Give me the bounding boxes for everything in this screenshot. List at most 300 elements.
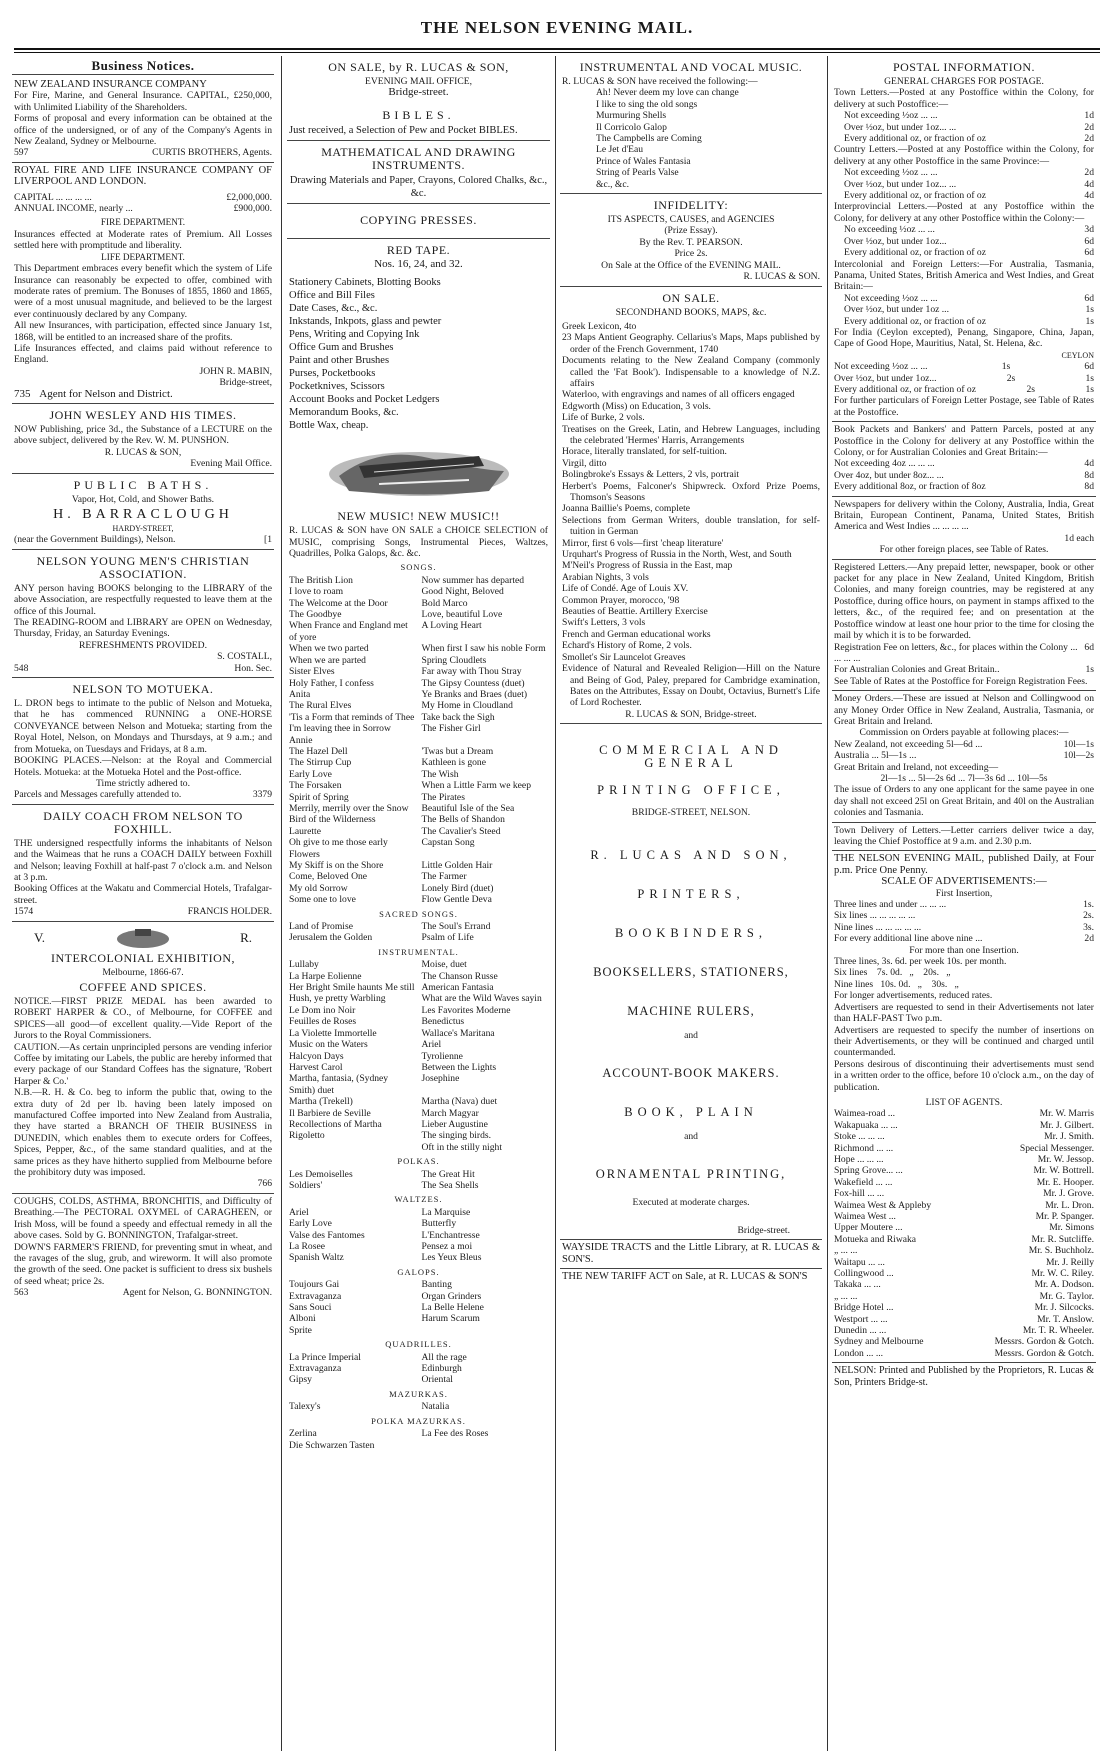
section-heading: QUADRILLES. [385,1339,452,1350]
piece-title: L'Enchantresse [421,1229,480,1241]
business-line: PRINTERS, [637,886,745,901]
agent-row [834,1108,1094,1119]
song-title: Take back the Sigh [421,711,495,723]
row-value: 1s [1001,361,1011,373]
row-value: 3d [1084,224,1094,236]
section-heading: POLKAS. [397,1156,440,1167]
row-label: For every additional line above nine ... [834,933,983,945]
stationery-ad [287,239,550,1454]
section-heading: LIFE DEPARTMENT. [101,251,185,262]
ad-number: 597 [14,147,29,159]
song-title: When France and England met of yore [289,620,408,643]
postal-text: Book Packets and Bankers' and Pattern Parcels, posted at any Postoffice in the Colony for delivery at any Postoffice within the Colony, or for Australian Colonies and Great Britain:— [834,424,1094,458]
column-1 [12,56,274,1751]
ad-body: Booking Offices at the Wakatu and Commercial Hotels, Trafalgar-street. [14,883,272,906]
row-value: 4d [1084,190,1094,202]
song-title: My old Sorrow [289,882,348,894]
piece-title: La Prince Imperial [289,1351,361,1363]
agent-row [834,1279,1094,1290]
ad-address: Bridge-street. [737,1224,790,1236]
song-title: When a Little Farm we keep [421,780,531,792]
ad-body: This Department embraces every benefit which the system of Life Insurance can reasonably be expected to offer, combined with moderate rates of premium. The Bonuses of 1855, 1860 and 1865, were of a most unusual magnitude, and believed to be the largest ever continuously declared by any Company. [14,263,272,320]
agent-row [834,1302,1094,1313]
agent-row [834,1314,1094,1325]
book-item: Documents relating to the New Zealand Company (commonly called the 'Fat Book'). Indispensable to a knowledge of N.Z. affairs [562,355,820,389]
ad-signature: Hon. Sec. [234,662,272,674]
ad-body: THE NELSON EVENING MAIL, published Daily, at Four p.m. Price One Penny. [834,853,1094,876]
piece-title: Tyrolienne [421,1050,463,1062]
book-item: Herbert's Poems, Falconer's Shipwreck. Oxford Prize Poems, Thomson's Seasons [562,480,820,503]
ad-title: INFIDELITY: [653,198,729,213]
rate-row: Three lines, 3s. 6d. per week 10s. per month. [834,956,1007,968]
row-label: Over 4oz, but under 8oz... ... [834,469,944,481]
piece-title: Benedictus [421,1016,465,1028]
royal-crest-icon [113,927,173,949]
book-item: Urquhart's Progress of Russia in the North, West, and South [562,549,792,561]
agent-row [834,1120,1094,1131]
rate-row [834,481,1094,492]
song-title: Good Night, Beloved [421,586,504,598]
rate-row [844,304,1094,315]
song-title: A Loving Heart [421,620,482,632]
ad-title: COPYING PRESSES. [360,212,477,227]
song-title: The Hazel Dell [289,745,348,757]
row-label: London ... ... [834,1347,884,1359]
business-notices-heading: Business Notices. [12,59,274,75]
rate-row [844,179,1094,190]
ad-subtitle: EVENING MAIL OFFICE, [364,76,473,87]
ad-number: 3379 [252,789,272,801]
book-item: Bolingbroke's Essays & Letters, 2 vls, portrait [562,469,740,481]
ad-number: 735 [14,387,31,400]
ad-title: MATHEMATICAL AND DRAWING INSTRUMENTS. [321,144,516,172]
secondhand-books-ad [560,287,822,725]
agent-row [834,1165,1094,1176]
ad-signature: S. COSTALL, [217,651,272,663]
song-title: My Skiff is on the Shore [289,860,384,871]
row-value: Mr. T. Anslow. [1037,1313,1094,1325]
section-heading: SCALE OF ADVERTISEMENTS:— [881,875,1047,888]
rate-row [844,122,1094,133]
ad-title: ON SALE, by R. LUCAS & SON, [328,60,509,74]
music-item: Murmuring Shells [596,110,667,122]
song-title: Jerusalem the Golden [289,932,373,944]
music-item: Prince of Wales Fantasia [596,155,691,167]
rate-row [834,384,1094,395]
infidelity-ad [560,194,822,286]
ad-body: Parcels and Messages carefully attended to. [14,789,182,801]
postal-text: 2l—1s ... 5l—2s 6d ... 7l—3s 6d ... 10l—5s [880,772,1048,784]
book-packets [832,422,1096,496]
row-label: Nine lines ... ... ... ... ... [834,921,922,933]
song-title: The Cavalier's Steed [421,825,501,837]
row-label: Over ½oz, but under 1oz ... [844,304,949,316]
postal-text: Town Delivery of Letters.—Letter carriers deliver twice a day, leaving the Chief Postoffice at 9 a.m. and 2.30 p.m. [834,824,1094,847]
piece-title: Le Dom ino Noir [289,1004,356,1016]
song-title: 'Twas but a Dream [421,745,494,757]
song-title: The Wish [421,768,459,780]
row-label: Every additional oz, or fraction of oz [844,315,986,327]
instrumental-list [289,959,548,1153]
piece-title: Hush, ye pretty Warbling [289,993,386,1005]
ad-signature: R. LUCAS & SON, [104,446,182,458]
song-title: The Stirrup Cup [289,757,352,769]
ad-number: 563 [14,1287,29,1299]
postal-text: For other foreign places, see Table of Rates. [879,544,1049,556]
books-list [562,321,820,709]
rate-row [844,316,1094,327]
ad-body: The READING-ROOM and LIBRARY are OPEN on Wednesday, Thursday, Friday, an Saturday Evenings. [14,617,272,640]
row-value: Mr. A. Dodson. [1034,1279,1094,1291]
piece-title: La Harpe Eolienne [289,970,362,982]
row-label: Waimea-road ... [834,1108,896,1120]
row-label: Hope ... ... ... [834,1153,884,1165]
rate-row [834,373,1094,384]
address: (near the Government Buildings), Nelson. [14,534,176,546]
song-title: The Pirates [421,791,465,803]
polkas-list [289,1169,548,1192]
piece-title: La Rosee [289,1241,325,1252]
piece-title: Martha (Nava) duet [421,1096,498,1108]
piece-title: Natalia [421,1401,450,1413]
ad-number: 766 [257,1178,272,1190]
row-label: Every additional oz, or fraction of oz [844,133,986,145]
row-value: 2s. [1083,910,1094,922]
book-item: Life of Condé. Age of Louis XV. [562,583,689,595]
rate-row [834,458,1094,469]
song-title: The Bells of Shandon [421,814,505,826]
song-title: Little Golden Hair [421,860,493,871]
row-value: Mr. J. Gilbert. [1039,1119,1094,1131]
postal-rates [834,361,1094,395]
rate-row [834,933,1094,944]
row-value: Special Messenger. [1019,1142,1094,1154]
ad-title: COMMERCIAL AND GENERAL [599,743,783,771]
row-label: Richmond ... ... [834,1142,894,1154]
postal-rate: 6d [1084,641,1094,653]
row-label: Over ½oz, but under 1oz... ... [844,121,957,133]
ad-body: R. LUCAS & SON have received the following:— [562,76,758,87]
business-line: MACHINE RULERS, [627,1003,755,1018]
town-delivery [832,823,1096,852]
ymca-ad [12,550,274,678]
ad-body: BOOKING PLACES.—Nelson: at the Royal and Commercial Hotels. Motueka: at the Motueka Hotel and the Post-office. [14,755,272,778]
capital-label: CAPITAL ... ... ... ... [14,191,92,203]
song-title: Anita [289,688,311,700]
row-label: No exceeding ½oz ... ... [844,224,935,236]
rate-row [844,293,1094,304]
piece-title: American Fantasia [421,982,494,994]
row-label: Every additional oz, or fraction of oz [844,247,986,259]
row-label: Not exceeding 4oz ... ... ... [834,458,935,470]
book-item: Mirror, first 6 vols—first 'cheap literature' [562,537,724,549]
rate-row [834,910,1094,921]
row-value: Messrs. Gordon & Gotch. [994,1347,1094,1359]
stationery-item: Pocketknives, Scissors [289,381,385,393]
stationery-item: Office and Bill Files [289,290,375,302]
row-label: Spring Grove... ... [834,1165,903,1177]
nz-insurance-ad [12,77,274,163]
piece-title: Halcyon Days [289,1050,344,1062]
section-heading: SONGS. [400,562,437,573]
stationery-item: Date Cases, &c., &c. [289,303,378,315]
business-line: BOOK, PLAIN [624,1104,758,1119]
ad-body: Executed at moderate charges. [632,1197,750,1209]
piece-title: Extravaganza [289,1363,342,1375]
row-label: Bridge Hotel ... [834,1302,894,1314]
printing-office-ad [560,724,822,1240]
row-value: 2s [1026,383,1035,395]
mazurkas-list [289,1401,548,1412]
postal-text: For further particulars of Foreign Letter Postage, see Table of Rates at the Postoffice. [834,395,1094,418]
music-item: I like to sing the old songs [596,98,698,110]
ad-signature: Evening Mail Office. [190,458,272,470]
row-value: 1s. [1083,899,1094,911]
row-label: Dunedin ... ... [834,1325,887,1337]
rate-row [844,236,1094,247]
piece-title: Recollections of Martha [289,1118,382,1130]
row-value: 1s [1085,304,1094,316]
agent-row [834,1234,1094,1245]
piece-title: The Chanson Russe [421,970,498,982]
sacred-list [289,921,548,944]
row-value: 6d [1084,292,1094,304]
ad-body: L. DRON begs to intimate to the public of Nelson and Motueka, that he has commenced RUNNING a ONE-HORSE CONVEYANCE between Nelson and Motueka; starting from the Royal Hotel, Nelson, on Mondays and Thursdays, at 9 a.m.; and from Motueka, on Tuesdays and Fridays, at 8 a.m. [14,698,272,755]
song-title: The Fisher Girl [421,723,481,735]
piece-title: Edinburgh [421,1363,462,1375]
ad-body: Advertisers are requested to send in their Advertisements not later than HALF-PAST Two p.m. [834,1001,1094,1025]
song-title: Lonely Bird (duet) [421,882,494,894]
stationery-item: Inkstands, Inkpots, glass and pewter [289,316,442,328]
piece-title: Soldiers' [289,1179,323,1191]
piece-title: Toujours Gai [289,1279,340,1291]
column-rule [827,56,828,1751]
row-value: 1d [1084,110,1094,122]
piece-title: Rigoletto [289,1130,325,1142]
ad-title: DAILY COACH FROM NELSON TO FOXHILL. [43,808,243,836]
row-label: Every additional oz, or fraction of oz [844,190,986,202]
piece-title: Il Barbiere de Seville [289,1107,371,1119]
piece-title: Ariel [289,1206,309,1218]
piece-title: Extravaganza [289,1290,342,1302]
section-heading: GENERAL CHARGES FOR POSTAGE. [884,76,1044,87]
row-value: Mr. T. R. Wheeler. [1022,1325,1094,1337]
row-value: 1s [1085,315,1094,327]
agent-row [834,1336,1094,1347]
piece-title: Talexy's [289,1401,321,1413]
ad-body: Just received, a Selection of Pew and Pocket BIBLES. [289,124,518,136]
ad-title: NEW ZEALAND INSURANCE COMPANY [14,79,207,90]
song-title: Oh give to me those early Flowers [289,837,388,860]
postal-rates [834,293,1094,327]
song-title: The Rural Elves [289,700,352,712]
agent-row [834,1222,1094,1233]
book-item: Smollet's Sir Launcelot Greaves [562,651,686,663]
piece-title: Butterfly [421,1218,457,1230]
coughs-ad [12,1194,274,1302]
piece-title: Sans Souci [289,1302,332,1314]
quadrilles-list [289,1352,548,1386]
row-value: Mr. P. Spanger. [1035,1211,1094,1222]
row-label: „ ... ... [834,1245,858,1257]
song-title: Flow Gentle Deva [421,894,492,906]
piece-title: Martha, fantasia, (Sydney Smith) duet [289,1073,389,1096]
song-title: Land of Promise [289,921,353,933]
postal-text: CEYLON [1061,350,1094,360]
book-item: Greek Lexicon, 4to [562,320,637,332]
ad-title: JOHN WESLEY AND HIS TIMES. [49,407,237,422]
row-label: „ ... ... [834,1290,858,1302]
book-item: Waterloo, with engravings and names of all officers engaged [562,389,795,401]
book-item: Virgil, ditto [562,457,607,469]
rate-row [834,470,1094,481]
business-line: BOOKSELLERS, STATIONERS, [593,964,789,979]
wesley-ad [12,404,274,474]
ad-signature: JOHN R. MABIN, [199,365,272,377]
row-label: Every additional 8oz, or fraction of 8oz [834,481,986,493]
piece-title: Early Love [289,1218,332,1230]
postal-text: Registered Letters.—Any prepaid letter, newspaper, book or other packet for any place in New Zealand, United Kingdom, British Colonies, and many foreign countries, may be registered at any Postoffice, during office hours, on payment in stamps affixed to the letters, &c., of the required fee; and on presentation at the Postoffice window at least one hour prior to the time for closing the mail by which it is to be forwarded. [834,561,1094,642]
income-value: £900,000. [233,203,272,215]
stationery-item: Bottle Wax, cheap. [289,420,369,432]
song-title: The Goodbye [289,609,342,621]
song-title: My Home in Cloudland [421,700,513,712]
piece-title: Wallace's Maritana [421,1027,495,1039]
polka-mazurkas-list [289,1428,548,1451]
ad-number: 1574 [14,906,34,918]
row-label: Westport ... ... [834,1313,888,1325]
row-label: Waimea West ... [834,1211,896,1222]
row-value: Mr. G. Taylor. [1039,1290,1094,1302]
book-item: Common Prayer, morocco, '98 [562,594,680,606]
ad-body: NOW Publishing, price 3d., the Substance of a LECTURE on the above subject, delivered by the Rev. W. M. PUNSHON. [14,423,272,447]
song-title: The Forsaken [289,780,342,792]
row-value: Mr. L. Dron. [1045,1199,1094,1211]
row-label: Australia ... 5l—1s ... [834,750,917,762]
ad-title: ROYAL FIRE AND LIFE INSURANCE COMPANY OF LIVERPOOL AND LONDON. [14,164,272,188]
row-label: Not exceeding ½oz ... ... [844,110,938,122]
song-title: Love, beautiful Love [421,609,503,621]
piece-title: Spanish Waltz [289,1252,344,1264]
ad-author: By the Rev. T. PEARSON. [639,236,743,248]
book-item: Treatises on the Greek, Latin, and Hebrew Languages, including the celebrated 'Hermes' Harris, Arrangements [562,423,820,446]
piece-title: The singing birds. [421,1130,492,1142]
section-heading: WALTZES. [394,1194,443,1205]
column-rule [555,56,556,1751]
ad-title: INSTRUMENTAL AND VOCAL MUSIC. [579,60,803,74]
row-label: Waimea West & Appleby [834,1199,932,1211]
stationery-item: Office Gum and Brushes [289,342,394,354]
stationery-item: Memorandum Books, &c. [289,407,399,419]
ad-body: Life Insurances effected, and claims paid without reference to England. [14,342,272,366]
song-title: Spirit of Spring [289,791,349,803]
row-label: New Zealand, not exceeding 5l—6d ... [834,738,983,750]
on-sale-ad [287,56,550,141]
book-item: Swift's Letters, 3 vols [562,617,646,629]
row-value: 2d [1084,121,1094,133]
song-title: Far away with Thou Stray [421,666,522,678]
rate-row [844,133,1094,144]
agent-row [834,1143,1094,1154]
row-value: 3s. [1083,921,1094,933]
book-item: M'Neil's Progress of Russia in the East, map [562,560,733,572]
ad-title: RED TAPE. [386,242,451,257]
column-rule [281,56,282,1751]
music-item: &c., &c. [596,178,630,190]
row-value: 2d [1084,167,1094,179]
piece-title: Josephine [421,1073,460,1085]
row-label: Over ½oz, but under 1oz... ... [844,178,957,190]
row-label: Motueka and Riwaka [834,1233,917,1245]
ad-title: INTERCOLONIAL EXHIBITION, [50,950,236,965]
piece-title: Pensez a moi [421,1241,473,1252]
column-3 [560,56,822,1751]
music-item: Ah! Never deem my love can change [596,87,739,99]
stationery-item: Account Books and Pocket Ledgers [289,394,440,406]
song-title: Laurette [289,825,321,837]
row-label: Not exceeding ½oz ... ... [834,361,928,373]
ad-price: Price 2s. [674,248,708,260]
piece-title: Sprite [289,1324,312,1336]
ad-title: NELSON TO MOTUEKA. [72,682,214,697]
agent-row [834,1154,1094,1165]
rate-row [844,190,1094,201]
postal-rate: 1d each [1064,532,1094,544]
agent-row [834,1257,1094,1268]
ad-body: Advertisers are requested to specify the number of insertions on their Advertisements, or they will be continued and charged until countermanded. [834,1024,1094,1059]
ad-body: REFRESHMENTS PROVIDED. [79,639,207,651]
music-books-illustration [319,436,519,506]
row-label: Not exceeding ½oz ... ... [844,167,938,179]
column-4 [832,56,1096,1751]
song-title: Spring Cloudlets [421,654,487,666]
piece-title: La Belle Helene [421,1302,484,1314]
song-title: The Farmer [421,871,467,883]
row-value: 6d [1084,247,1094,259]
agent-line: Agent for Nelson and District. [39,387,173,400]
row-value: 10l—1s [1063,738,1094,750]
piece-title: Banting [421,1279,452,1291]
row-value: Mr. E. Hooper. [1036,1176,1094,1188]
piece-title: Lullaby [289,959,319,971]
piece-title: Les Favorites Moderne [421,1004,511,1016]
coach-ad [12,805,274,922]
postal-rates [834,739,1094,762]
postal-rates [834,167,1094,201]
agent-row [834,1348,1094,1359]
ad-body: For Fire, Marine, and General Insurance. CAPITAL, £250,000, with Unlimited Liability of the Shareholders. [14,90,272,113]
row-label: Not exceeding ½oz ... ... [844,292,938,304]
book-item: Horace, literally translated, for self-tuition. [562,446,727,458]
song-title: Ye Branks and Braes (duet) [421,688,528,700]
imprint [832,1363,1096,1391]
section-heading: INSTRUMENTAL. [378,946,459,957]
postal-text: Country Letters.—Posted at any Postoffice within the Colony, for delivery at any other Postoffice in the same Province:— [834,144,1094,167]
agents-list [834,1108,1094,1359]
rate-row [844,167,1094,178]
stationery-item: Paint and other Brushes [289,355,390,367]
postal-information [832,56,1096,422]
ad-title: NELSON YOUNG MEN'S CHRISTIAN ASSOCIATION. [36,553,250,581]
rate-row [844,110,1094,121]
row-value: 8d [1084,481,1094,493]
ad-letter: V. [34,929,45,945]
agent-row [834,1177,1094,1188]
row-label: Wakefield ... ... [834,1176,893,1188]
postal-rates [834,458,1094,492]
ad-address: BRIDGE-STREET, NELSON. [631,807,751,819]
section-heading: First Insertion, [935,887,993,899]
